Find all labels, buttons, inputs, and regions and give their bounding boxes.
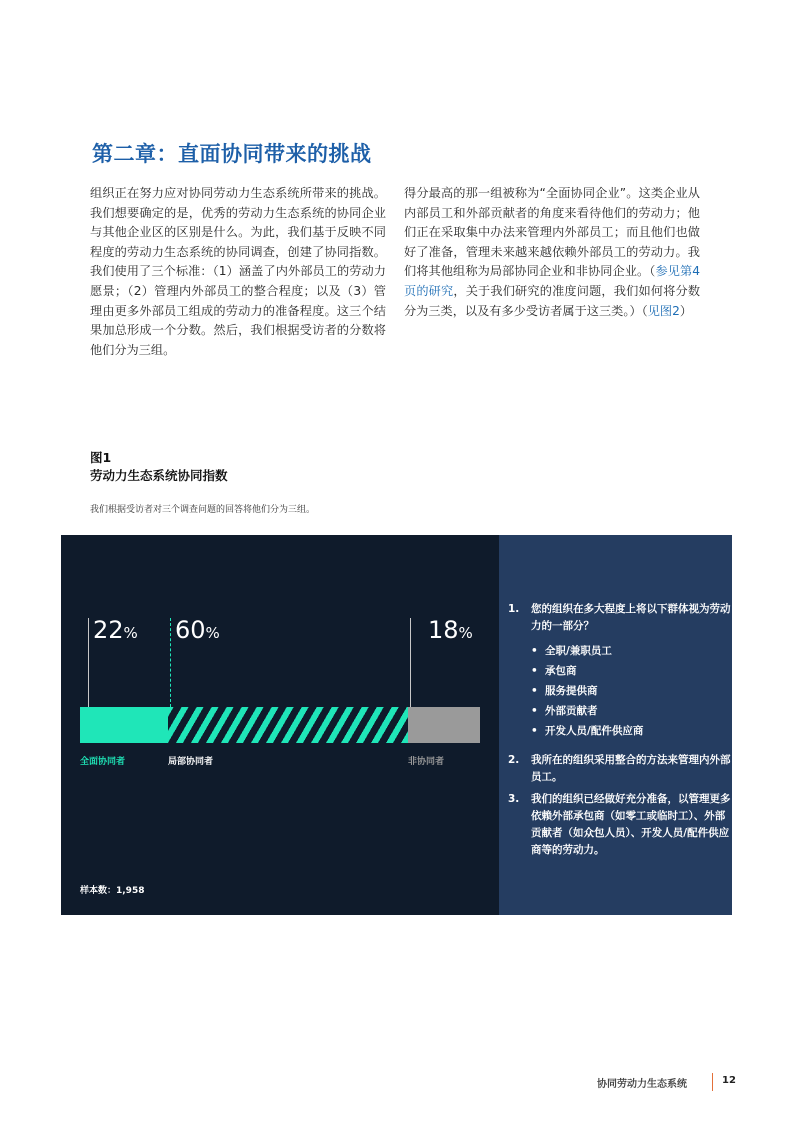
category-label: 局部协同者 [168,757,214,767]
bullet-icon: • [531,685,538,697]
bar-segment-full [80,707,168,743]
figure-description: 我们根据受访者对三个调查问题的回答将他们分为三组。 [90,505,316,515]
bullet-item [531,683,598,698]
body-text: ） [679,303,693,318]
body-text-column-1: 组织正在努力应对协同劳动力生态系统所带来的挑战。我们想要确定的是，优秀的劳动力生态系统的协同企业与其他企业区的区别是什么。为此，我们基于反映不同程度的劳动力生态系统的协同调查，创建了协同指数。我们使用了三个标准：（1）涵盖了内外部员工的劳动力愿景；（2）管理内外部员工的整合程度；以及（3）管理由更多外部员工组成的劳动力的准备程度。这三个结果加总形成一个分数。然后，我们根据受访者的分数将他们分为三组。 [90,186,386,357]
value-guide-line [88,618,89,707]
research-link[interactable]: 参见第4页的研究 [404,264,700,298]
footer-title: 协同劳动力生态系统 [597,1079,687,1090]
question-text: 我们的组织已经做好充分准备，以管理更多依赖外部承包商（如零工或临时工）、外部贡献者（如众包人员）、开发人员/配件供应商等的劳动力。 [531,793,731,856]
bullet-item [531,703,598,718]
body-text: 得分最高的那一组被称为“全面协同企业”。这类企业从内部员工和外部贡献者的角度来看待他们的劳动力；他们正在采取集中办法来管理内外部员工；而且他们也做好了准备，管理未来越来越依赖外部员工的劳动力。我们将其他组称为局部协同企业和非协同企业。（ [404,186,700,279]
bullet-label: 开发人员/配件供应商 [545,725,644,737]
chapter-title: 第二章：直面协同带来的挑战 [92,142,372,166]
question-number: 1. [508,603,520,615]
bullet-label: 全职/兼职员工 [545,645,612,657]
footer-divider [712,1073,713,1091]
bullet-label: 服务提供商 [545,685,598,697]
figure-2-link[interactable]: 见图2 [647,303,680,318]
question-number: 2. [508,754,520,766]
category-label: 非协同者 [408,757,445,767]
body-text-column-2 [404,184,700,321]
value-label [428,616,473,644]
value-guide-line [410,618,411,707]
question-number: 3. [508,793,520,805]
question-text: 我所在的组织采用整合的方法来管理内外部员工。 [531,754,731,783]
value-label [93,616,138,644]
bullet-label: 承包商 [545,665,577,677]
bullet-icon: • [531,725,538,737]
value-number: 18 [428,616,459,644]
bullet-icon: • [531,645,538,657]
value-unit: % [205,624,220,642]
bullet-icon: • [531,705,538,717]
value-unit: % [458,624,473,642]
bullet-label: 外部贡献者 [545,705,598,717]
bullet-item [531,663,577,678]
category-label: 全面协同者 [80,757,126,767]
bar-segment-none [408,707,480,743]
body-text: ，关于我们研究的准度问题，我们如何将分数分为三类，以及有多少受访者属于这三类。）（ [404,283,701,318]
figure-label: 图1 [90,450,112,465]
bullet-item [531,723,643,738]
figure-title: 劳动力生态系统协同指数 [90,468,228,483]
value-guide-line [170,618,171,707]
sample-size: 样本数：1,958 [80,886,145,896]
value-number: 22 [93,616,124,644]
bar-segment-partial [168,707,408,743]
bullet-item [531,643,612,658]
page-number: 12 [722,1075,736,1086]
value-label [175,616,220,644]
question-text: 您的组织在多大程度上将以下群体视为劳动力的一部分？ [531,603,731,632]
bullet-icon: • [531,665,538,677]
value-unit: % [123,624,138,642]
value-number: 60 [175,616,206,644]
